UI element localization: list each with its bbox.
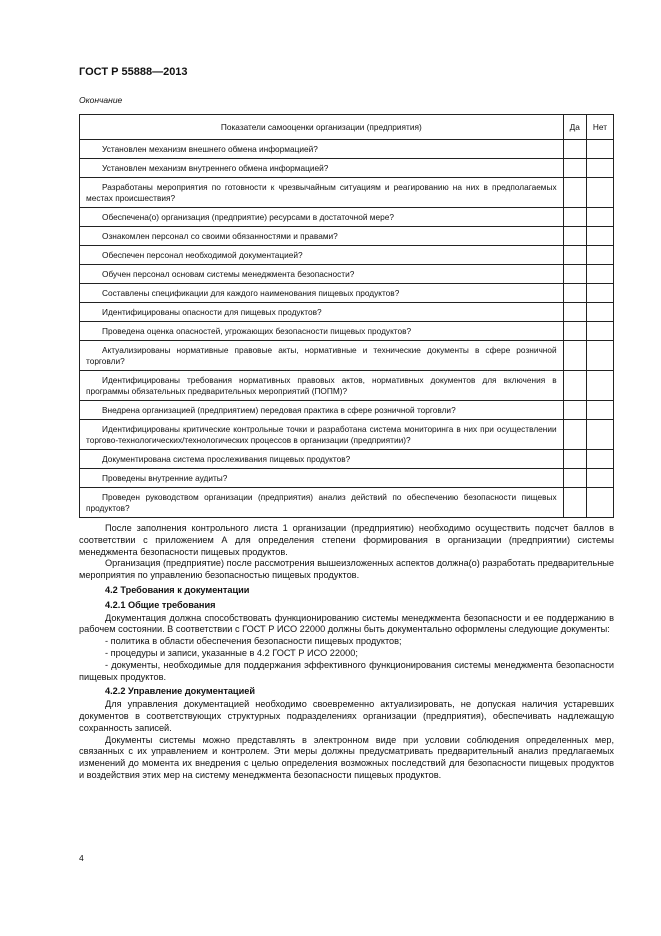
- table-row: [80, 371, 614, 401]
- list-item: - документы, необходимые для поддержания эффективного функционирования системы менеджмента безопасности пищевых продуктов.: [79, 659, 614, 682]
- self-assessment-table: [79, 114, 614, 518]
- indicator-cell: Установлен механизм внешнего обмена информацией?: [80, 140, 564, 159]
- table-row: [80, 140, 614, 159]
- yes-cell[interactable]: [563, 401, 586, 420]
- indicator-cell: Проведены внутренние аудиты?: [80, 469, 564, 488]
- yes-cell[interactable]: [563, 140, 586, 159]
- yes-cell[interactable]: [563, 371, 586, 401]
- table-row: [80, 469, 614, 488]
- list-item: - процедуры и записи, указанные в 4.2 ГОСТ Р ИСО 22000;: [105, 647, 358, 658]
- table-header-row: [80, 115, 614, 140]
- yes-cell[interactable]: [563, 322, 586, 341]
- yes-cell[interactable]: [563, 488, 586, 518]
- indicator-cell: Идентифицированы опасности для пищевых продуктов?: [80, 303, 564, 322]
- table-row: [80, 322, 614, 341]
- column-header-yes: Да: [563, 115, 586, 140]
- yes-cell[interactable]: [563, 303, 586, 322]
- indicator-cell: Ознакомлен персонал со своими обязанностями и правами?: [80, 227, 564, 246]
- column-header-no: Нет: [586, 115, 613, 140]
- section-heading-document-control: 4.2.2 Управление документацией: [105, 686, 255, 697]
- yes-cell[interactable]: [563, 469, 586, 488]
- no-cell[interactable]: [586, 159, 613, 178]
- indicator-cell: Проведен руководством организации (предприятия) анализ действий по обеспечению безопасности пищевых продуктов?: [80, 488, 564, 518]
- yes-cell[interactable]: [563, 265, 586, 284]
- yes-cell[interactable]: [563, 159, 586, 178]
- paragraph-preliminary-measures: Организация (предприятие) после рассмотрения вышеизложенных аспектов должна(о) разработать предварительные мероприятия по управлению безопасностью пищевых продуктов.: [79, 558, 614, 581]
- no-cell[interactable]: [586, 371, 613, 401]
- section-heading-general-requirements: 4.2.1 Общие требования: [105, 599, 216, 610]
- table-row: [80, 246, 614, 265]
- table-row: [80, 265, 614, 284]
- table-row: [80, 420, 614, 450]
- no-cell[interactable]: [586, 420, 613, 450]
- no-cell[interactable]: [586, 208, 613, 227]
- yes-cell[interactable]: [563, 420, 586, 450]
- paragraph-electronic-documents: Документы системы можно представлять в электронном виде при условии соблюдения определенных мер, связанных с их управлением и контролем. Эти меры должны предусматривать предварительный анализ предлагаемых изменений до момента их внедрения с целью определения возможных последствий для безопасности пищевых продуктов и воздействия этих мер на систему менеджмента безопасности пищевых продуктов.: [79, 734, 614, 780]
- yes-cell[interactable]: [563, 178, 586, 208]
- indicator-cell: Обеспечена(о) организация (предприятие) ресурсами в достаточной мере?: [80, 208, 564, 227]
- no-cell[interactable]: [586, 284, 613, 303]
- indicator-cell: Обеспечен персонал необходимой документацией?: [80, 246, 564, 265]
- no-cell[interactable]: [586, 469, 613, 488]
- paragraph-document-control: Для управления документацией необходимо своевременно актуализировать, не допуская наличия устаревших документов в соответствующих структурных подразделениях организации (предприятия), обеспечивать надлежащую сохранность записей.: [79, 699, 614, 733]
- body-text: [79, 523, 614, 782]
- table-row: [80, 159, 614, 178]
- indicator-cell: Разработаны мероприятия по готовности к чрезвычайным ситуациям и реагированию на них в предполагаемых местах происшествия?: [80, 178, 564, 208]
- no-cell[interactable]: [586, 322, 613, 341]
- no-cell[interactable]: [586, 265, 613, 284]
- yes-cell[interactable]: [563, 341, 586, 371]
- no-cell[interactable]: [586, 140, 613, 159]
- indicator-cell: Обучен персонал основам системы менеджмента безопасности?: [80, 265, 564, 284]
- yes-cell[interactable]: [563, 284, 586, 303]
- no-cell[interactable]: [586, 341, 613, 371]
- indicator-cell: Документирована система прослеживания пищевых продуктов?: [80, 450, 564, 469]
- table-row: [80, 450, 614, 469]
- paragraph-documentation: Документация должна способствовать функционированию системы менеджмента безопасности и ее поддержанию в рабочем состоянии. В соответствии с ГОСТ Р ИСО 22000 должны быть документально оформлены следующие документы:: [79, 612, 614, 635]
- table-row: [80, 208, 614, 227]
- no-cell[interactable]: [586, 488, 613, 518]
- list-item: - политика в области обеспечения безопасности пищевых продуктов;: [105, 636, 402, 647]
- indicator-cell: Актуализированы нормативные правовые акты, нормативные и технические документы в сфере розничной торговли?: [80, 341, 564, 371]
- table-row: [80, 401, 614, 420]
- indicator-cell: Внедрена организацией (предприятием) передовая практика в сфере розничной торговли?: [80, 401, 564, 420]
- no-cell[interactable]: [586, 401, 613, 420]
- table-row: [80, 178, 614, 208]
- table-row: [80, 303, 614, 322]
- no-cell[interactable]: [586, 178, 613, 208]
- yes-cell[interactable]: [563, 227, 586, 246]
- column-header-indicator: Показатели самооценки организации (предприятия): [80, 115, 564, 140]
- page-number: 4: [79, 853, 84, 863]
- document-header: ГОСТ Р 55888—2013: [79, 66, 188, 78]
- yes-cell[interactable]: [563, 246, 586, 265]
- paragraph-scoring: После заполнения контрольного листа 1 организации (предприятию) необходимо осуществить подсчет баллов в соответствии с приложением А для определения степени формирования в организации (предприятии) системы менеджмента безопасности пищевых продуктов.: [79, 523, 614, 557]
- yes-cell[interactable]: [563, 450, 586, 469]
- table-row: [80, 284, 614, 303]
- indicator-cell: Составлены спецификации для каждого наименования пищевых продуктов?: [80, 284, 564, 303]
- no-cell[interactable]: [586, 450, 613, 469]
- table-row: [80, 488, 614, 518]
- table-row: [80, 227, 614, 246]
- table-row: [80, 341, 614, 371]
- indicator-cell: Идентифицированы требования нормативных правовых актов, нормативных документов для включения в программы обязательных предварительных мероприятий (ПОПМ)?: [80, 371, 564, 401]
- section-heading-documentation-requirements: 4.2 Требования к документации: [105, 584, 250, 595]
- no-cell[interactable]: [586, 227, 613, 246]
- yes-cell[interactable]: [563, 208, 586, 227]
- no-cell[interactable]: [586, 246, 613, 265]
- indicator-cell: Установлен механизм внутреннего обмена информацией?: [80, 159, 564, 178]
- no-cell[interactable]: [586, 303, 613, 322]
- indicator-cell: Идентифицированы критические контрольные точки и разработана система мониторинга в них при осуществлении торгово-технологических/технологических процессов в организации (предприятии)?: [80, 420, 564, 450]
- indicator-cell: Проведена оценка опасностей, угрожающих безопасности пищевых продуктов?: [80, 322, 564, 341]
- table-continuation-label: Окончание: [79, 95, 123, 105]
